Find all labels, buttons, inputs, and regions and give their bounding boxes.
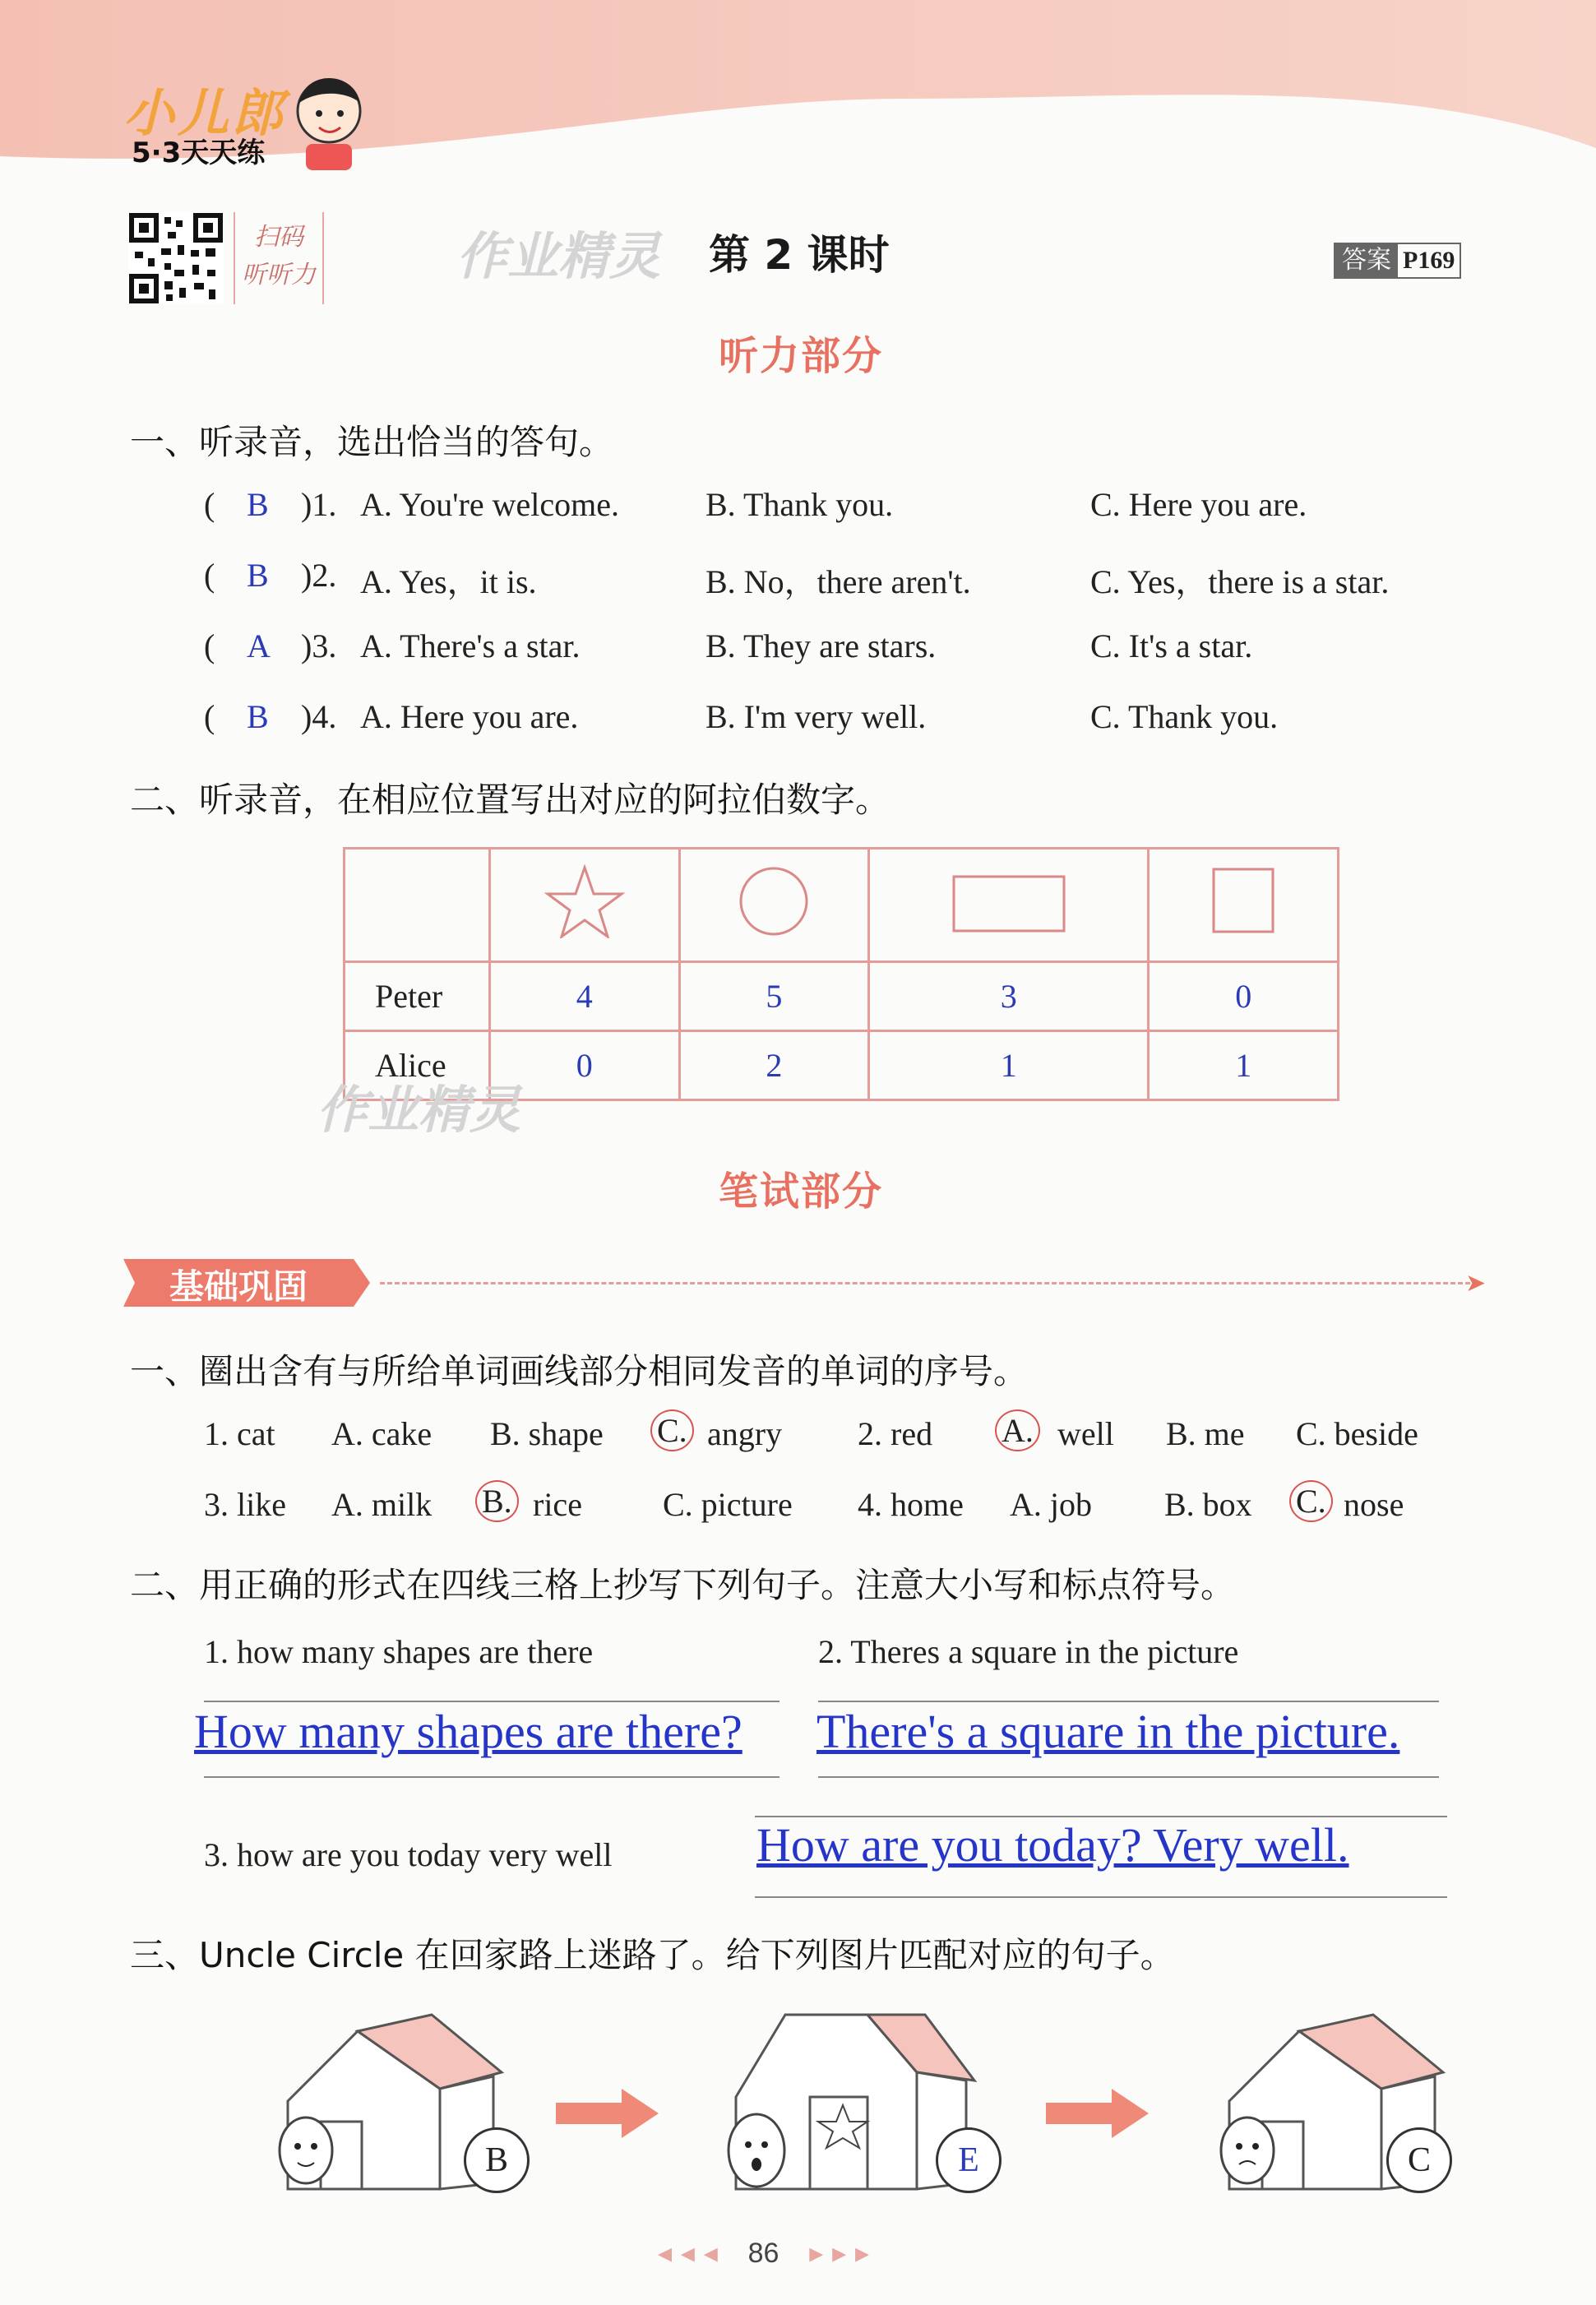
scan-listen-label (234, 212, 324, 304)
writing-q1-title: 一、圈出含有与所给单词画线部分相同发音的单词的序号。 (130, 1351, 1029, 1391)
next-arrows-icon[interactable]: ▸ ▸ ▸ (809, 2237, 870, 2270)
circled-option: C. (650, 1409, 694, 1451)
target-word: 4. home (858, 1486, 964, 1523)
answer-choice: B (247, 698, 269, 735)
copy-prompt-3: 3. how are you today very well (204, 1836, 613, 1873)
listening-q1-list (204, 485, 1487, 768)
target-word: 1. cat (204, 1415, 275, 1452)
handwritten-answer-3: How are you today? Very well. (756, 1818, 1349, 1872)
list-item (204, 697, 1487, 768)
handwritten-answer-1: How many shapes are there? (194, 1705, 742, 1758)
table-row (345, 962, 1339, 1031)
table-cell: 0 (490, 1031, 680, 1100)
option-a: well (1057, 1415, 1114, 1452)
phonics-row-1 (204, 1414, 1520, 1472)
qr-code-icon[interactable] (128, 212, 224, 304)
scan-label-line2: 听听力 (242, 261, 316, 289)
answer-page: P169 (1403, 247, 1455, 274)
table-cell: 1 (1149, 1031, 1339, 1100)
listening-q1-title: 一、听录音，选出恰当的答句。 (130, 422, 614, 462)
arrow-right-icon (556, 2085, 663, 2142)
list-item (204, 485, 1487, 556)
answer-paren: ( (204, 698, 215, 735)
option-c: C. Yes，there is a star. (1090, 563, 1390, 600)
writing-q3-title: 三、Uncle Circle 在回家路上迷路了。给下列图片匹配对应的句子。 (130, 1935, 1175, 1975)
option-b: B. I'm very well. (705, 698, 927, 735)
circle-icon (679, 849, 869, 962)
watermark: 作业精灵 (456, 226, 661, 286)
option-b: B. box (1164, 1486, 1252, 1523)
brand-subtitle: 5·3天天练 (132, 137, 266, 169)
lesson-title: 第 2 课时 (709, 231, 890, 279)
dashed-divider (380, 1282, 1470, 1284)
circled-option: C. (1289, 1480, 1333, 1522)
listening-q2-title: 二、听录音，在相应位置写出对应的阿拉伯数字。 (130, 780, 891, 820)
option-c: C. Here you are. (1090, 486, 1307, 523)
table-cell: 5 (679, 962, 869, 1031)
option-c: C. It's a star. (1090, 627, 1253, 664)
option-a: A. Here you are. (360, 698, 579, 735)
target-word: 3. like (204, 1486, 286, 1523)
arrow-right-icon: ➤ (1465, 1269, 1487, 1298)
handwritten-answer-2: There's a square in the picture. (817, 1705, 1400, 1758)
table-cell: 2 (679, 1031, 869, 1100)
table-cell: 1 (869, 1031, 1149, 1100)
shapes-table (343, 847, 1339, 1101)
option-c: C. beside (1296, 1415, 1418, 1452)
banner-label: 基础巩固 (169, 1266, 308, 1307)
row-name: Peter (345, 962, 490, 1031)
option-c: C. picture (663, 1486, 793, 1523)
watermark: 作业精灵 (317, 1080, 521, 1140)
writing-section-title: 笔试部分 (719, 1169, 884, 1215)
item-number: )4. (301, 698, 337, 735)
option-a: A. Yes，it is. (360, 563, 537, 600)
table-cell: 4 (490, 962, 680, 1031)
option-b: B. They are stars. (705, 627, 937, 664)
option-c: C. Thank you. (1090, 698, 1279, 735)
square-icon (1149, 849, 1339, 962)
answer-label: 答案 (1335, 244, 1398, 277)
table-cell: 3 (869, 962, 1149, 1031)
listening-section-title: 听力部分 (719, 333, 884, 379)
table-cell: 0 (1149, 962, 1339, 1031)
option-b: rice (533, 1486, 582, 1523)
rectangle-icon (869, 849, 1149, 962)
answer-choice: B (247, 557, 269, 594)
answer-choice: A (247, 627, 271, 664)
match-label[interactable]: C (1386, 2127, 1452, 2193)
option-a: A. cake (331, 1415, 433, 1452)
match-label[interactable]: E (936, 2127, 1002, 2193)
answer-paren: ( (204, 486, 215, 523)
item-number: )1. (301, 486, 337, 523)
option-a: A. You're welcome. (360, 486, 619, 523)
option-b: B. Thank you. (705, 486, 894, 523)
scan-label-line1: 扫码 (254, 223, 303, 252)
circled-option: B. (475, 1480, 519, 1522)
answer-paren: ( (204, 627, 215, 664)
copy-prompt-2: 2. Theres a square in the picture (818, 1633, 1239, 1670)
table-corner (345, 849, 490, 962)
table-header-row (345, 849, 1339, 962)
phonics-row-2 (204, 1485, 1520, 1543)
match-label[interactable]: B (464, 2127, 530, 2193)
option-c: nose (1344, 1486, 1404, 1523)
page-footer (658, 2237, 869, 2270)
page-number: 86 (747, 2238, 779, 2269)
item-number: )3. (301, 627, 337, 664)
arrow-right-icon (1046, 2085, 1153, 2142)
star-icon (490, 849, 680, 962)
circled-option: A. (995, 1409, 1040, 1451)
option-a: A. milk (331, 1486, 433, 1523)
option-b: B. me (1166, 1415, 1245, 1452)
option-b: B. shape (490, 1415, 604, 1452)
list-item (204, 627, 1487, 697)
answer-page-ref[interactable] (1334, 243, 1461, 279)
answer-paren: ( (204, 557, 215, 594)
answer-choice: B (247, 486, 269, 523)
writing-q2-title: 二、用正确的形式在四线三格上抄写下列句子。注意大小写和标点符号。 (130, 1565, 1236, 1605)
item-number: )2. (301, 557, 337, 594)
mascot-icon (288, 66, 370, 173)
row-name: Alice (345, 1031, 490, 1100)
list-item (204, 556, 1487, 627)
option-c: angry (707, 1415, 783, 1452)
copy-prompt-1: 1. how many shapes are there (204, 1633, 594, 1670)
option-b: B. No，there aren't. (705, 563, 971, 600)
prev-arrows-icon[interactable]: ◂ ◂ ◂ (658, 2237, 718, 2270)
brand-logo: 小儿郎 (123, 83, 287, 143)
target-word: 2. red (858, 1415, 933, 1452)
option-a: A. There's a star. (360, 627, 581, 664)
option-a: A. job (1010, 1486, 1092, 1523)
